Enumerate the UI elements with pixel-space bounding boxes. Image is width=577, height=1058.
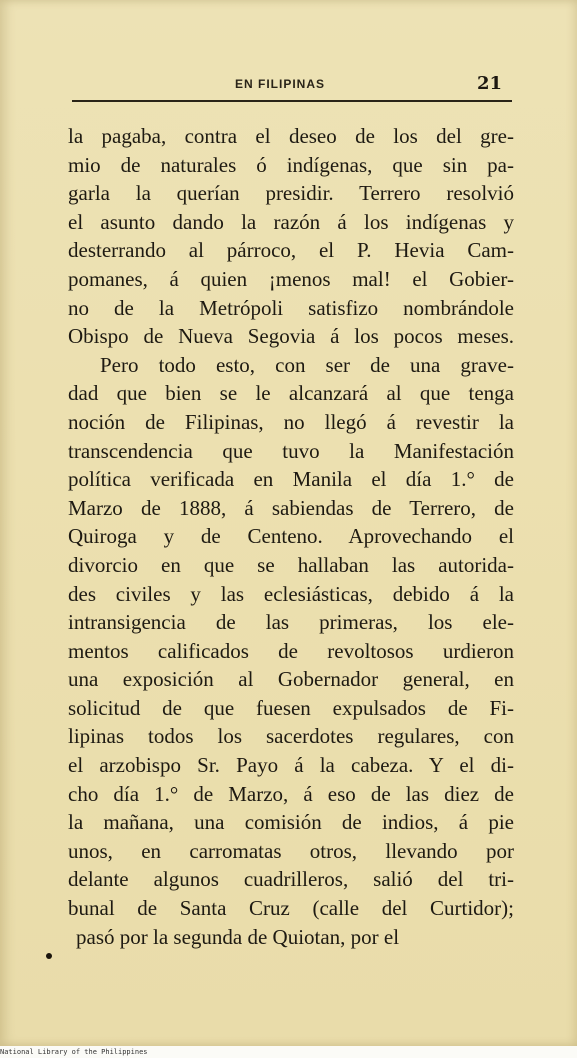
page-header [70, 73, 510, 95]
text-line: una exposición al Gobernador general, en [68, 667, 514, 692]
text-line: cho día 1.° de Marzo, á eso de las diez de [68, 781, 514, 806]
text-line: intransigencia de las primeras, los ele- [68, 610, 514, 635]
body-text [68, 122, 514, 951]
text-line: garla la querían presidir. Terrero resolvió [68, 181, 514, 206]
text-line: la pagaba, contra el deseo de los del gre- [68, 124, 514, 148]
text-line: dad que bien se le alcanzará al que tenga [68, 381, 514, 406]
text-line: solicitud de que fuesen expulsados de Fi- [68, 695, 514, 720]
text-line: transcendencia que tuvo la Manifestación [68, 438, 514, 463]
text-line: Marzo de 1888, á sabiendas de Terrero, de [68, 495, 514, 520]
text-line: noción de Filipinas, no llegó á revestir la [68, 409, 514, 434]
text-line: Quiroga y de Centeno. Aprovechando el [68, 524, 514, 549]
page-number: 21 [476, 73, 502, 94]
text-line: política verificada en Manila el día 1.° de [68, 467, 514, 492]
text-line: mentos calificados de revoltosos urdieron [68, 638, 514, 663]
text-line: desterrando al párroco, el P. Hevia Cam- [68, 238, 514, 263]
text-line: el asunto dando la razón á los indígenas y [68, 209, 514, 234]
text-line: delante algunos cuadrilleros, salió del tri- [68, 867, 514, 892]
text-line: Obispo de Nueva Segovia á los pocos meses. [68, 324, 514, 349]
text-line: pasó por la segunda de Quiotan, por el [76, 924, 400, 949]
text-line: mio de naturales ó indígenas, que sin pa- [68, 152, 514, 177]
header-rule [72, 100, 512, 102]
ink-spot [46, 953, 52, 959]
text-line: lipinas todos los sacerdotes regulares, con [68, 724, 514, 749]
text-line: el arzobispo Sr. Payo á la cabeza. Y el di- [68, 753, 514, 778]
running-title: EN FILIPINAS [235, 77, 326, 91]
text-line: unos, en carromatas otros, llevando por [68, 838, 514, 863]
text-line: bunal de Santa Cruz (calle del Curtidor); [68, 896, 514, 921]
text-line: pomanes, á quien ¡menos mal! el Gobier- [68, 266, 514, 291]
text-line: des civiles y las eclesiásticas, debido á la [68, 581, 514, 606]
text-line: la mañana, una comisión de indios, á pie [68, 810, 514, 835]
text-line: Pero todo esto, con ser de una grave- [100, 352, 514, 377]
text-line: no de la Metrópoli satisfizo nombrándole [68, 295, 514, 320]
text-line: divorcio en que se hallaban las autorida- [68, 552, 514, 577]
library-credit: National Library of the Philippines [0, 1048, 148, 1056]
